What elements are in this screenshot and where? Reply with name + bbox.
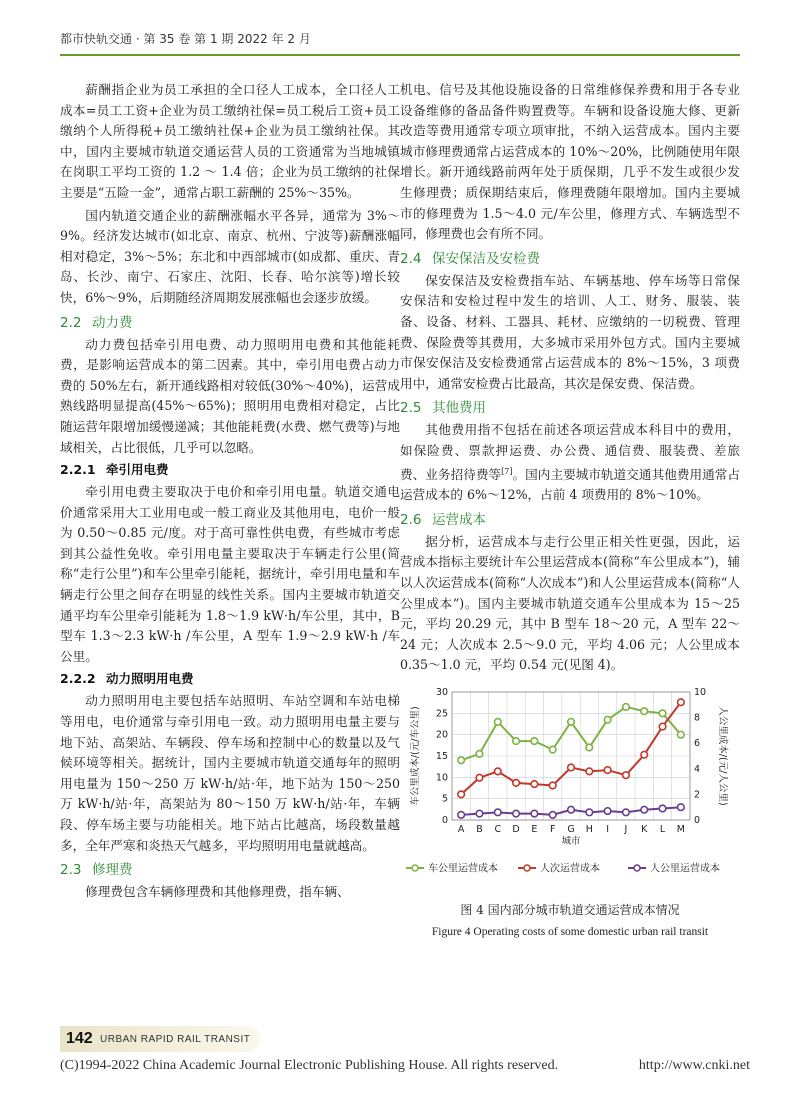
section-number: 2.4 bbox=[400, 250, 422, 267]
data-point bbox=[641, 806, 648, 813]
x-axis-tick-label: D bbox=[512, 824, 520, 836]
citation-ref[interactable]: [7] bbox=[501, 466, 513, 476]
left-column bbox=[60, 80, 400, 905]
x-axis-tick-label: J bbox=[624, 824, 628, 836]
section-number: 2.5 bbox=[400, 400, 422, 417]
x-axis-tick-label: K bbox=[641, 824, 648, 836]
section-number: 2.2.1 bbox=[60, 462, 96, 478]
section-heading-2-5 bbox=[400, 398, 740, 418]
right-axis-tick-label: 2 bbox=[694, 789, 701, 801]
paragraph-text: 。国内主要城市轨道交通其他费用通常占运营成本的 6%～12%，占前 4 项费用的 8%～10%。 bbox=[400, 466, 740, 503]
x-axis-tick-label: L bbox=[659, 824, 666, 836]
section-number: 2.2 bbox=[60, 314, 82, 331]
right-axis-tick-label: 4 bbox=[694, 763, 701, 775]
data-point bbox=[549, 746, 556, 753]
section-heading-2-2 bbox=[60, 313, 400, 333]
data-point bbox=[641, 708, 648, 715]
data-point bbox=[678, 699, 685, 706]
copyright-text: (C)1994-2022 China Academic Journal Electronic Publishing House. All rights reserved. bbox=[60, 1058, 559, 1073]
x-axis-tick-label: G bbox=[567, 824, 575, 836]
data-point bbox=[458, 812, 465, 819]
data-point bbox=[586, 744, 593, 751]
legend-label: 人次运营成本 bbox=[540, 863, 600, 875]
data-point bbox=[531, 781, 538, 788]
section-number: 2.2.2 bbox=[60, 671, 96, 687]
data-point bbox=[476, 751, 483, 758]
paragraph-lighting-power: 动力照明用电主要包括车站照明、车站空调和车站电梯等用电，电价通常与牵引用电一致。动力照明用电量主要与地下站、高架站、车辆段、停车场和控制中心的数量以及气候环境等相关。据统计，国内主要城市轨道交通每年的照明用电量为 150～250 万 kW·h/站·年，地下站为 150～250 万 kW·h/站·年，高架站为 80～150 万 kW·h/站·年，车辆段、停车场主要与功能相关。地下站占比越高，场段数量越多，全年严寒和炎热天气越多，平均照明用电量就越高。 bbox=[60, 693, 400, 853]
section-title: 保安保洁及安检费 bbox=[432, 250, 540, 267]
copyright-line bbox=[60, 1058, 750, 1074]
left-axis-tick-label: 25 bbox=[435, 708, 448, 720]
data-point bbox=[476, 810, 483, 817]
journal-header: 都市快轨交通 · 第 35 卷 第 1 期 2022 年 2 月 bbox=[60, 32, 311, 46]
paragraph-other-cost bbox=[400, 420, 740, 506]
data-point bbox=[458, 757, 465, 764]
legend-marker bbox=[524, 865, 530, 871]
x-axis-tick-label: A bbox=[457, 824, 465, 836]
left-axis-tick-label: 10 bbox=[435, 772, 448, 784]
left-axis-tick-label: 15 bbox=[435, 751, 448, 763]
left-axis-label: 车公里成本/(元/车公里) bbox=[410, 706, 421, 806]
right-axis-tick-label: 0 bbox=[694, 815, 701, 827]
section-heading-2-3 bbox=[60, 860, 400, 880]
data-point bbox=[604, 808, 611, 815]
left-axis-tick-label: 5 bbox=[441, 793, 448, 805]
section-heading-2-4 bbox=[400, 249, 740, 269]
section-number: 2.6 bbox=[400, 511, 422, 528]
x-axis-tick-label: M bbox=[676, 824, 685, 836]
data-point bbox=[659, 723, 666, 730]
section-heading-2-2-1 bbox=[60, 460, 400, 480]
x-axis-tick-label: C bbox=[494, 824, 502, 836]
data-point bbox=[586, 809, 593, 816]
data-point bbox=[604, 767, 611, 774]
legend-label: 车公里运营成本 bbox=[428, 863, 498, 875]
section-title: 其他费用 bbox=[432, 400, 486, 417]
right-axis-tick-label: 8 bbox=[694, 712, 701, 724]
right-column bbox=[400, 80, 740, 943]
section-heading-2-6 bbox=[400, 510, 740, 530]
x-axis-tick-label: H bbox=[585, 824, 593, 836]
left-axis-tick-label: 30 bbox=[435, 687, 448, 699]
data-point bbox=[659, 710, 666, 717]
data-point bbox=[513, 738, 520, 745]
data-point bbox=[513, 780, 520, 787]
data-point bbox=[568, 719, 575, 726]
legend-marker bbox=[412, 865, 418, 871]
section-title: 动力照明用电费 bbox=[106, 671, 194, 687]
operating-cost-chart bbox=[400, 684, 740, 889]
data-point bbox=[568, 806, 575, 813]
data-point bbox=[568, 764, 575, 771]
right-axis-label: 人公里成本/(元/人公里) bbox=[717, 706, 728, 806]
data-point bbox=[513, 810, 520, 817]
header-rule bbox=[60, 54, 740, 56]
data-point bbox=[476, 774, 483, 781]
paragraph-repair-cost: 机电、信号及其他设施设备的日常维修保养费和用于各专业设备维修的备品备件购置费等。车辆和设备设施大修、更新改造等费用通常专项立项审批，不纳入运营成本。国内主要城市修理费通常占运营成本的 10%～20%，比例随使用年限增长。新开通线路前两年处于质保期，几乎不发生或很少发生修理费；质保期结束后，修理费随年限增加。国内主要城市的修理费为 1.5～4.0 元/车公里，修理方式、车辆选型不同，修理费也会有所不同。 bbox=[400, 82, 740, 242]
paragraph-text: 其他费用指不包括在前述各项运营成本科目中的费用，如保险费、票款押运费、办公费、通信费、服装费、差旅费、业务招待费等 bbox=[400, 422, 740, 482]
data-point bbox=[549, 782, 556, 789]
figure-4 bbox=[400, 684, 740, 943]
data-point bbox=[623, 704, 630, 711]
data-point bbox=[604, 716, 611, 723]
section-title: 牵引用电费 bbox=[106, 462, 169, 478]
data-point bbox=[494, 719, 501, 726]
paragraph-security-cost: 保安保洁及安检费指车站、车辆基地、停车场等日常保安保洁和安检过程中发生的培训、人工、财务、服装、装备、设备、材料、工器具、耗材、应缴纳的一切税费、管理费、保险费等其费用，大多城市采用外包方式。国内主要城市保安保洁及安检费通常占运营成本的 8%～15%，3 项费用中，通常安检费占比最高，其次是保安费、保洁费。 bbox=[400, 272, 740, 391]
section-title: 运营成本 bbox=[432, 511, 486, 528]
x-axis-tick-label: E bbox=[531, 824, 538, 836]
data-point bbox=[623, 772, 630, 779]
section-heading-2-2-2 bbox=[60, 669, 400, 689]
footer-journal-name: URBAN RAPID RAIL TRANSIT bbox=[100, 1034, 251, 1045]
data-point bbox=[659, 805, 666, 812]
data-point bbox=[531, 738, 538, 745]
data-point bbox=[641, 751, 648, 758]
data-point bbox=[531, 810, 538, 817]
figure-caption-en: Figure 4 Operating costs of some domestic urban rail transit bbox=[431, 926, 709, 939]
section-number: 2.3 bbox=[60, 862, 82, 879]
x-axis-tick-label: F bbox=[549, 824, 556, 836]
left-axis-tick-label: 20 bbox=[435, 729, 448, 741]
data-point bbox=[494, 768, 501, 775]
series-line-1 bbox=[461, 707, 681, 760]
data-point bbox=[586, 768, 593, 775]
section-title: 动力费 bbox=[92, 314, 133, 331]
series-line-2 bbox=[461, 702, 681, 794]
x-axis-tick-label: B bbox=[476, 824, 483, 836]
paragraph-power-cost: 动力费包括牵引用电费、动力照明用电费和其他能耗费，是影响运营成本的第二因素。其中，牵引用电费占动力费的 50%左右，新开通线路相对较低(30%～40%)，运营成熟线路明显提高(45%～65%)；照明用电费相对稳定，占比随运营年限增加缓慢递减；其他能耗费(水费、燃气费等)与地域相关，占比很低，几乎可以忽略。 bbox=[60, 336, 400, 455]
section-title: 修理费 bbox=[92, 862, 133, 879]
data-point bbox=[494, 809, 501, 816]
left-axis-tick-label: 0 bbox=[441, 815, 448, 827]
data-point bbox=[623, 809, 630, 816]
paragraph-traction-power: 牵引用电费主要取决于电价和牵引用电量。轨道交通电价通常采用大工业用电或一般工商业及其他用电，电价一般为 0.50～0.85 元/度。对于高可靠性供电费，有些城市考虑到其公益性免收。牵引用电量主要取决于车辆走行公里(简称“走行公里”)和车公里牵引能耗，据统计，牵引用电量和车辆走行公里之间存在明显的线性关系。国内主要城市轨道交通平均车公里牵引能耗为 1.8～1.9 kW·h/车公里，其中，B 型车 1.3～2.3 kW·h /车公里，A 型车 1.9～2.9 kW·h /车公里。 bbox=[60, 484, 400, 664]
right-axis-tick-label: 10 bbox=[694, 687, 707, 699]
data-point bbox=[678, 731, 685, 738]
paragraph-operating-cost: 据分析，运营成本与走行公里正相关性更强，因此，运营成本指标主要统计车公里运营成本(简称“车公里成本”)，辅以人次运营成本(简称“人次成本”)和人公里运营成本(简称“人公里成本”)。国内主要城市轨道交通车公里成本为 15～25 元，平均 20.29 元，其中 B 型车 18～20 元，A 型车 22～24 元；人次成本 2.5～9.0 元，平均 4.06 元；人公里成本 0.35～1.0 元，平均 0.54 元(见图 4)。 bbox=[400, 533, 740, 673]
paragraph-salary-definition: 薪酬指企业为员工承担的全口径人工成本，全口径人工成本=员工工资+企业为员工缴纳社保=员工税后工资+员工缴纳个人所得税+员工缴纳社保+企业为员工缴纳社保。其中，国内主要城市轨道交通运营人员的工资通常为当地城镇在岗职工平均工资的 1.2 ～ 1.4 倍；企业为员工缴纳的社保主要是“五险一金”，通常占职工薪酬的 25%～35%。 bbox=[60, 82, 400, 200]
paragraph-salary-growth: 国内轨道交通企业的薪酬涨幅水平各异，通常为 3%～9%。经济发达城市(如北京、南京、杭州、宁波等)薪酬涨幅相对稳定，3%～5%；东北和中西部城市(如成都、重庆、青岛、长沙、南宁、石家庄、沈阳、长春、哈尔滨等)增长较快，6%～9%，后期随经济周期发展涨幅也会逐步放缓。 bbox=[60, 207, 400, 305]
legend-label: 人公里运营成本 bbox=[650, 863, 720, 875]
data-point bbox=[678, 804, 685, 811]
data-point bbox=[549, 812, 556, 819]
data-point bbox=[458, 791, 465, 798]
x-axis-tick-label: I bbox=[606, 824, 610, 836]
page-number: 142 bbox=[66, 1030, 93, 1047]
legend-marker bbox=[634, 865, 640, 871]
paragraph-repair-cost-start: 修理费包含车辆修理费和其他修理费，指车辆、 bbox=[85, 884, 350, 900]
site-link[interactable]: http://www.cnki.net bbox=[638, 1058, 750, 1073]
right-axis-tick-label: 6 bbox=[694, 738, 701, 750]
x-axis-label: 城市 bbox=[561, 836, 581, 848]
figure-caption-zh: 图 4 国内部分城市轨道交通运营成本情况 bbox=[460, 902, 680, 917]
